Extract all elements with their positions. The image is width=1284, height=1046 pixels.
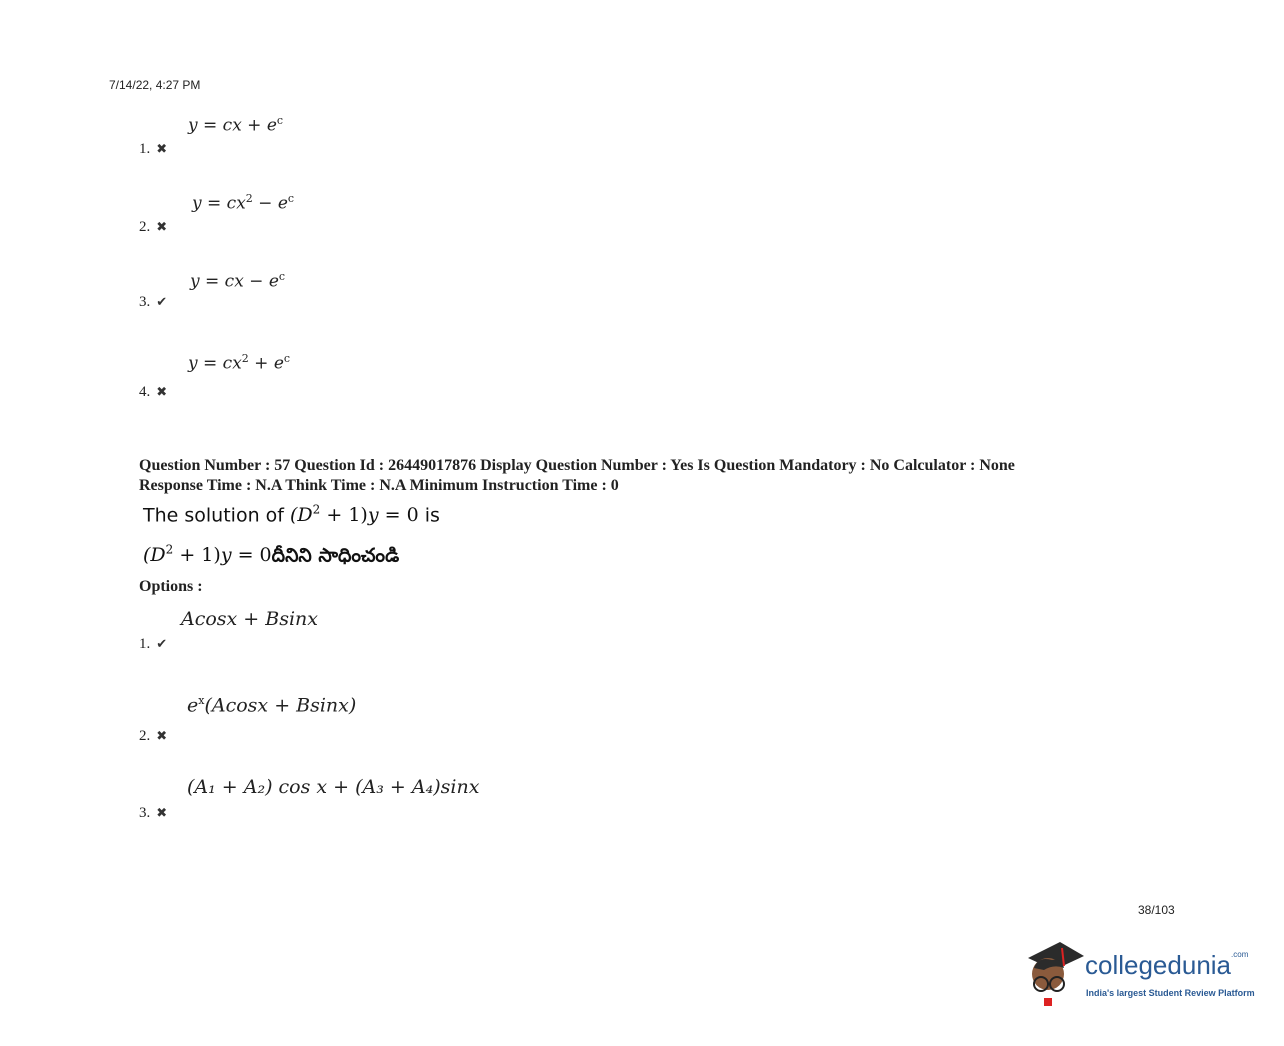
option-1-row: 1. ✔ — [139, 636, 168, 652]
cross-icon: ✖ — [156, 385, 168, 400]
option-3-row: 3. ✖ — [139, 805, 168, 821]
cross-icon: ✖ — [156, 806, 168, 821]
option-2-expression: $e^x(Acosx + Bsinx)$ — [187, 694, 357, 717]
prev-option-1-expression: y = cx + $e^c$ — [188, 114, 284, 136]
prev-option-4-expression: $y = cx^2 + e^c$ — [188, 352, 291, 374]
brand-tagline: India's largest Student Review Platform — [1086, 988, 1255, 998]
cross-icon: ✖ — [156, 729, 168, 744]
options-label: Options : — [139, 578, 203, 595]
brand-name: collegedunia$^{.com}$ — [1085, 950, 1249, 980]
page-number: 38/103 — [1138, 903, 1175, 917]
prev-option-1-row: 1. ✖ — [139, 141, 168, 157]
cross-icon: ✖ — [156, 142, 168, 157]
question-metadata — [139, 456, 1139, 496]
prev-option-2-expression: $y = cx^2 - e^c$ — [192, 192, 295, 214]
collegedunia-mascot-logo — [1024, 938, 1086, 1010]
option-3-expression: (A₁ + A₂) cos x + (A₃ + A₄)sinx — [187, 776, 480, 798]
check-icon: ✔ — [156, 637, 168, 652]
cross-icon: ✖ — [156, 220, 168, 235]
question-text-english: The solution of $(D^2 + 1)y = 0$ is — [143, 503, 440, 527]
option-2-row: 2. ✖ — [139, 728, 168, 744]
check-icon: ✔ — [156, 295, 168, 310]
prev-option-2-row: 2. ✖ — [139, 219, 168, 235]
prev-option-3-row: 3. ✔ — [139, 294, 168, 310]
option-1-expression: Acosx + Bsinx — [181, 608, 319, 630]
question-text-telugu: $(D^2 + 1)y$ = 0దీనిని సాధించండి — [143, 543, 400, 567]
prev-option-4-row: 4. ✖ — [139, 384, 168, 400]
question-metadata-line-2: Response Time : N.A Think Time : N.A Minimum Instruction Time : 0 — [139, 477, 619, 494]
print-timestamp: 7/14/22, 4:27 PM — [109, 78, 201, 92]
question-metadata-line-1: Question Number : 57 Question Id : 26449017876 Display Question Number : Yes Is Question Mandatory : No Calculator : None — [139, 457, 1015, 474]
prev-option-3-expression: y = cx − $e^c$ — [190, 270, 286, 292]
